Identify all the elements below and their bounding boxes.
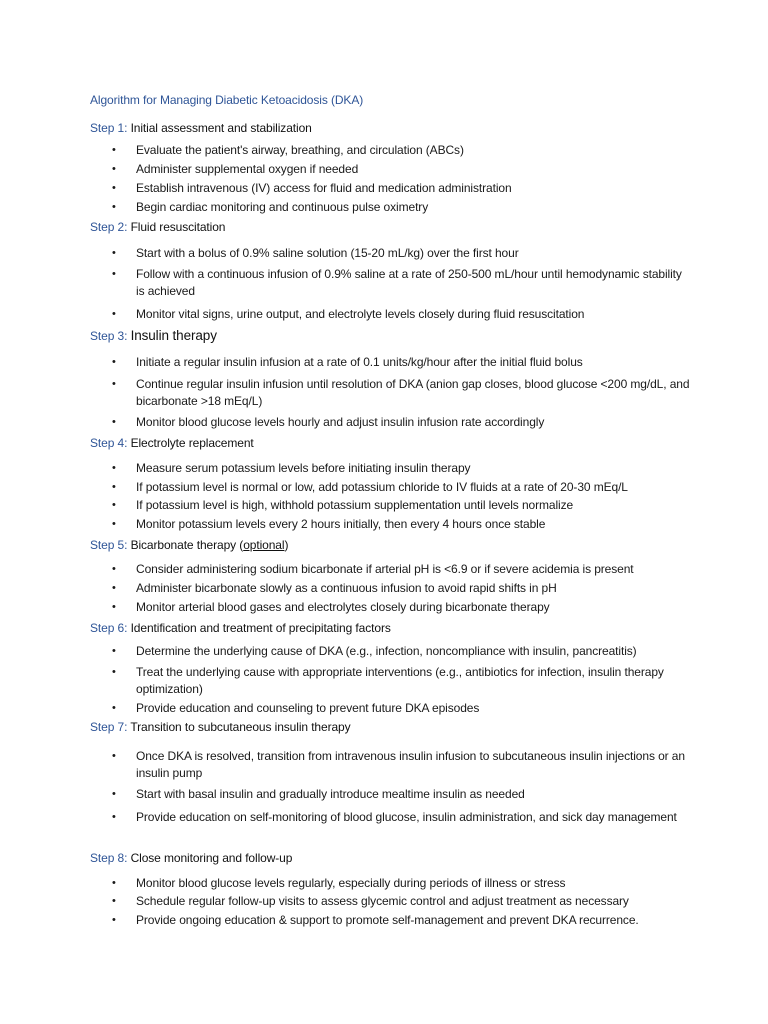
list-item: • Provide education and counseling to prevent future DKA episodes — [112, 701, 480, 715]
step-4-heading — [90, 436, 254, 450]
step-label: Step 1: — [90, 121, 128, 135]
bullet-icon: • — [112, 877, 116, 889]
bullet-icon: • — [112, 378, 116, 390]
bullet-icon: • — [112, 563, 116, 575]
bullet-icon: • — [112, 499, 116, 511]
step-label: Step 5: — [90, 538, 128, 552]
bullet-icon: • — [112, 666, 116, 678]
bullet-icon: • — [112, 247, 116, 259]
list-item: • If potassium level is normal or low, add potassium chloride to IV fluids at a rate of 20-30 mEq/L — [112, 480, 628, 494]
bullet-icon: • — [112, 788, 116, 800]
bullet-icon: • — [112, 914, 116, 926]
step-label: Step 7: — [90, 720, 128, 734]
list-item: • Monitor blood glucose levels hourly and adjust insulin infusion rate accordingly — [112, 415, 545, 429]
list-item: • Monitor blood glucose levels regularly, especially during periods of illness or stress — [112, 876, 566, 890]
step-label: Step 4: — [90, 436, 128, 450]
bullet-icon: • — [112, 518, 116, 530]
bullet-icon: • — [112, 416, 116, 428]
step-name: Transition to subcutaneous insulin therapy — [130, 720, 351, 734]
bullet-icon: • — [112, 481, 116, 493]
bullet-icon: • — [112, 582, 116, 594]
list-item: • Determine the underlying cause of DKA (e.g., infection, noncompliance with insulin, pancreatitis) — [112, 644, 637, 658]
bullet-icon: • — [112, 163, 116, 175]
step-label: Step 8: — [90, 851, 128, 865]
list-item: • Treat the underlying cause with appropriate interventions (e.g., antibiotics for infection, insulin therapy optimization) — [112, 665, 664, 696]
bullet-icon: • — [112, 201, 116, 213]
bullet-icon: • — [112, 702, 116, 714]
step-1-heading — [90, 121, 312, 135]
list-item: • Evaluate the patient's airway, breathing, and circulation (ABCs) — [112, 143, 464, 157]
step-name: Insulin therapy — [130, 328, 217, 343]
bullet-icon: • — [112, 356, 116, 368]
step-6-heading — [90, 621, 391, 635]
list-item: • Monitor arterial blood gases and electrolytes closely during bicarbonate therapy — [112, 600, 550, 614]
step-name: Fluid resuscitation — [130, 220, 226, 234]
step-name: Electrolyte replacement — [130, 436, 254, 450]
bullet-icon: • — [112, 182, 116, 194]
step-5-heading — [90, 538, 288, 552]
list-item: • Establish intravenous (IV) access for fluid and medication administration — [112, 181, 512, 195]
step-3-heading — [90, 328, 217, 343]
optional-underlined: optional — [243, 538, 285, 552]
step-label: Step 6: — [90, 621, 128, 635]
bullet-icon: • — [112, 750, 116, 762]
list-item: • Start with basal insulin and gradually introduce mealtime insulin as needed — [112, 787, 525, 801]
step-7-heading — [90, 720, 351, 734]
list-item: • Administer bicarbonate slowly as a continuous infusion to avoid rapid shifts in pH — [112, 581, 557, 595]
bullet-icon: • — [112, 308, 116, 320]
list-item: • Once DKA is resolved, transition from intravenous insulin infusion to subcutaneous insulin injections or an insulin pump — [112, 749, 685, 780]
list-item: • Schedule regular follow-up visits to assess glycemic control and adjust treatment as necessary — [112, 894, 629, 908]
list-item: • Start with a bolus of 0.9% saline solution (15-20 mL/kg) over the first hour — [112, 246, 519, 260]
step-name: Close monitoring and follow-up — [130, 851, 293, 865]
bullet-icon: • — [112, 811, 116, 823]
step-label: Step 2: — [90, 220, 128, 234]
list-item: • If potassium level is high, withhold potassium supplementation until levels normalize — [112, 498, 574, 512]
list-item: • Provide education on self-monitoring of blood glucose, insulin administration, and sick day management — [112, 810, 677, 824]
step-2-heading — [90, 220, 225, 234]
list-item: • Provide ongoing education & support to promote self-management and prevent DKA recurrence. — [112, 913, 639, 927]
list-item: • Measure serum potassium levels before initiating insulin therapy — [112, 461, 471, 475]
list-item: • Consider administering sodium bicarbonate if arterial pH is <6.9 or if severe acidemia is present — [112, 562, 634, 576]
bullet-icon: • — [112, 268, 116, 280]
list-item: • Initiate a regular insulin infusion at a rate of 0.1 units/kg/hour after the initial fluid bolus — [112, 355, 583, 369]
list-item: • Follow with a continuous infusion of 0.9% saline at a rate of 250-500 mL/hour until hemodynamic stability is achieved — [112, 267, 682, 298]
step-name: Bicarbonate therapy (optional) — [130, 538, 289, 552]
bullet-icon: • — [112, 895, 116, 907]
bullet-icon: • — [112, 144, 116, 156]
bullet-icon: • — [112, 645, 116, 657]
bullet-icon: • — [112, 601, 116, 613]
document-title: Algorithm for Managing Diabetic Ketoacidosis (DKA) — [90, 93, 364, 107]
step-name: Identification and treatment of precipitating factors — [130, 621, 391, 635]
step-name: Initial assessment and stabilization — [130, 121, 312, 135]
list-item: • Administer supplemental oxygen if needed — [112, 162, 359, 176]
bullet-icon: • — [112, 462, 116, 474]
list-item: • Begin cardiac monitoring and continuous pulse oximetry — [112, 200, 429, 214]
list-item: • Continue regular insulin infusion until resolution of DKA (anion gap closes, blood glucose <200 mg/dL, and bicarbonate >18 mEq/L) — [112, 377, 690, 408]
list-item: • Monitor vital signs, urine output, and electrolyte levels closely during fluid resuscitation — [112, 307, 585, 321]
step-label: Step 3: — [90, 329, 128, 343]
step-8-heading — [90, 851, 292, 865]
list-item: • Monitor potassium levels every 2 hours initially, then every 4 hours once stable — [112, 517, 546, 531]
